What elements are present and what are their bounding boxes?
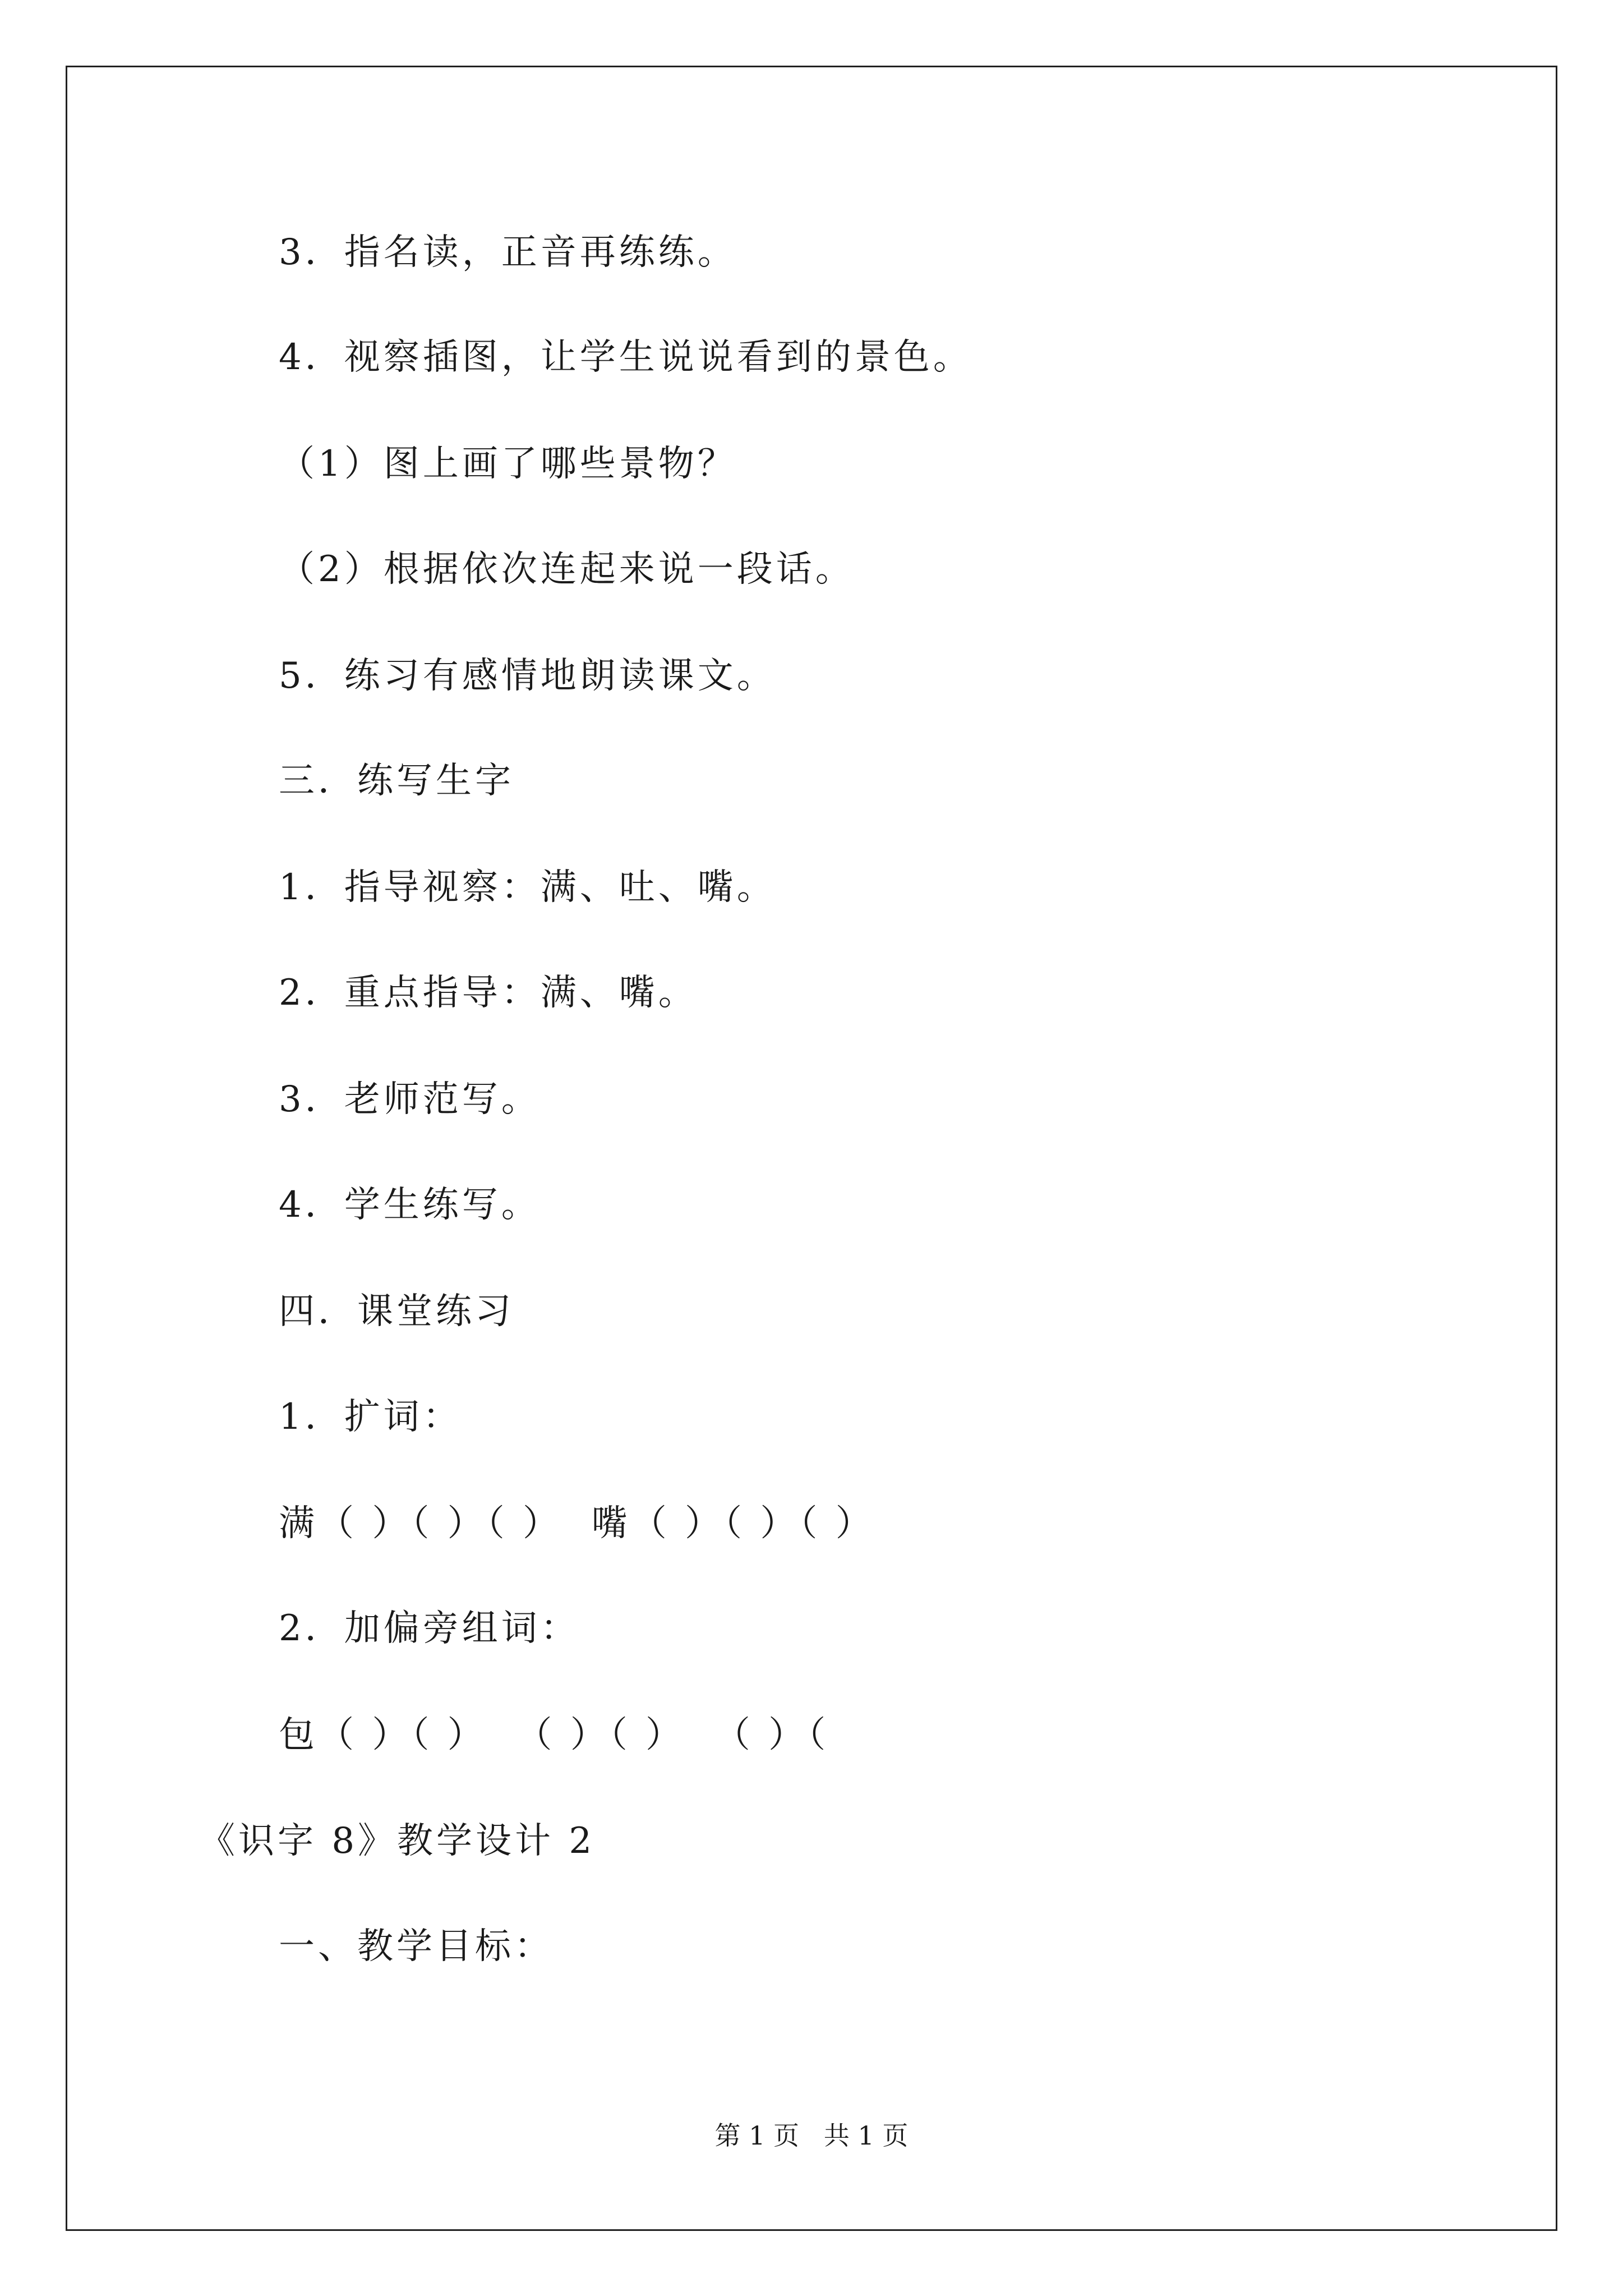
- text-line: （1）图上画了哪些景物？: [279, 443, 737, 485]
- text-line: 5．练习有感情地朗读课文。: [279, 655, 776, 697]
- text-line: 3．指名读，正音再练练。: [279, 232, 737, 273]
- exercise-line: 包（ ）（ ） （ ）（ ） （ ）（: [279, 1714, 829, 1756]
- text-line: 2．加偏旁组词：: [279, 1608, 580, 1649]
- section-heading: 三．练写生字: [279, 760, 514, 802]
- section-heading: 一、教学目标：: [279, 1926, 554, 1967]
- text-line: 2．重点指导：满、嘴。: [279, 972, 698, 1014]
- section-heading: 四．课堂练习: [279, 1291, 514, 1332]
- text-line: 1．扩词：: [279, 1396, 462, 1438]
- text-line: 4．学生练写。: [279, 1184, 541, 1226]
- document-title: 《识字 8》教学设计 2: [199, 1820, 596, 1862]
- text-line: 1．指导视察：满、吐、嘴。: [279, 867, 776, 908]
- text-line: 4．视察插图，让学生说说看到的景色。: [279, 337, 972, 378]
- exercise-line: 满（ ）（ ）（ ） 嘴（ ）（ ）（ ）: [279, 1503, 875, 1544]
- page-footer: 第 1 页 共 1 页: [714, 2120, 909, 2151]
- text-line: 3．老师范写。: [279, 1079, 541, 1120]
- page-border: [66, 66, 1557, 2231]
- text-line: （2）根据依次连起来说一段话。: [279, 549, 855, 590]
